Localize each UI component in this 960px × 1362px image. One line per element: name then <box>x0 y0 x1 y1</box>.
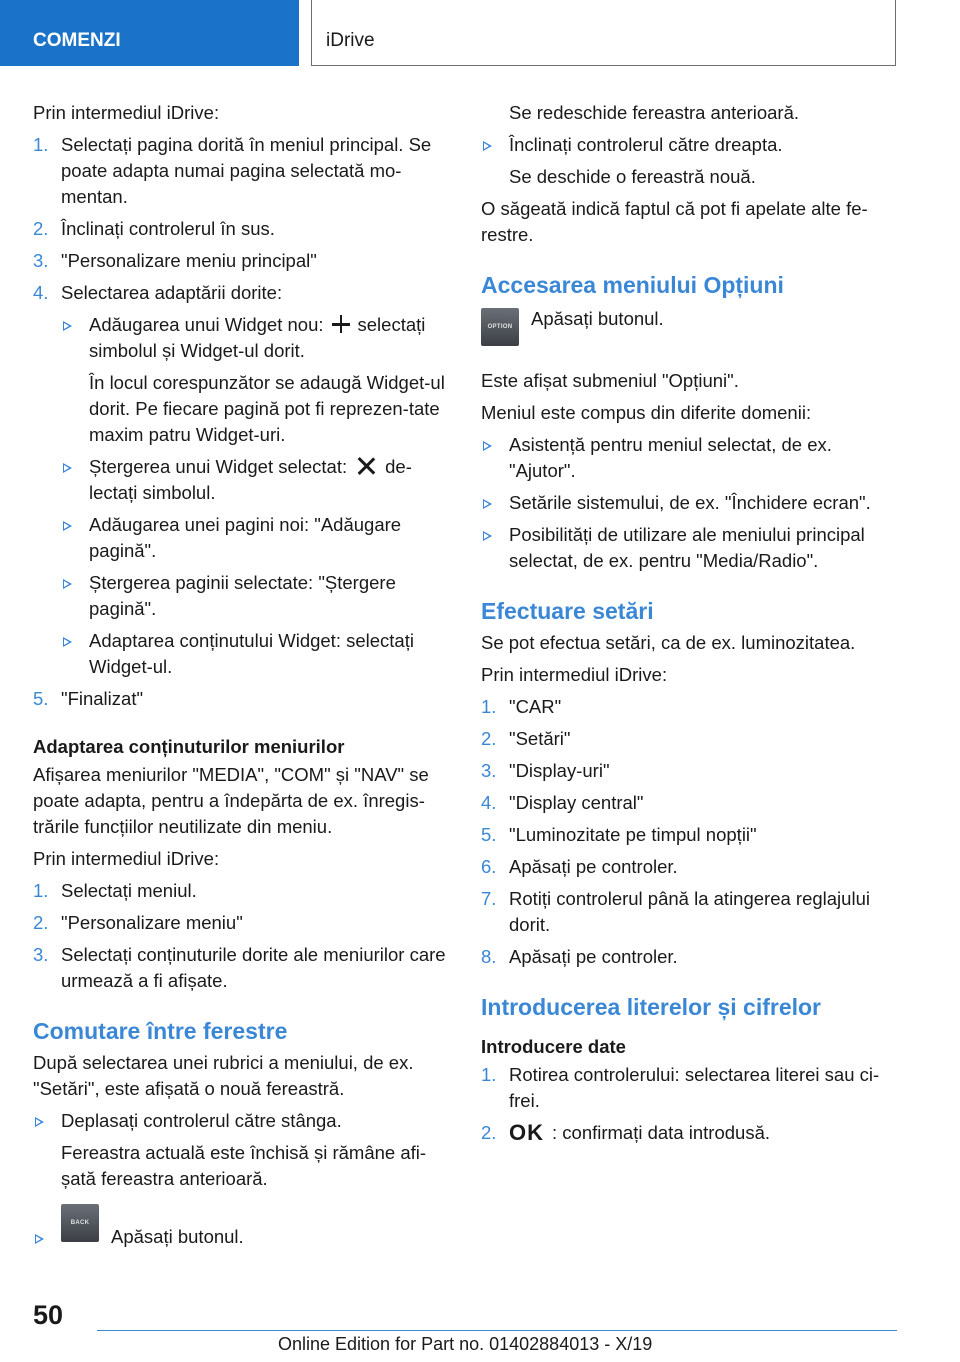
step-number: 1. <box>481 696 497 717</box>
footer-edition: Online Edition for Part no. 01402884013 - X/19 <box>278 1334 653 1354</box>
steps-list <box>481 694 901 970</box>
step-number: 3. <box>33 250 49 271</box>
list-item: 1. Rotirea controlerului: selectarea literei sau ci‐frei. <box>481 1064 880 1111</box>
list-item <box>33 1204 451 1247</box>
paragraph: O săgeată indică faptul că pot fi apelate alte fe‐restre. <box>481 198 868 245</box>
triangle-bullet-icon <box>35 1234 44 1244</box>
subsection-heading: Adaptarea conținuturilor meniurilor <box>33 736 345 757</box>
list-item: 7. Rotiți controlerul până la atingerea reglajului dorit. <box>481 888 870 935</box>
step-number: 3. <box>33 944 49 965</box>
list-item: Asistență pentru meniul selectat, de ex. "Ajutor". <box>481 432 901 484</box>
step-number: 5. <box>481 824 497 845</box>
bullet-continuation: Se deschide o fereastră nouă. <box>509 166 756 187</box>
list-item: Adaptarea conținutului Widget: selectați Widget-ul. <box>61 628 451 680</box>
step-text: "Personalizare meniu principal" <box>61 250 317 271</box>
triangle-bullet-icon <box>63 463 72 473</box>
step-text: Selectarea adaptării dorite: <box>61 282 283 303</box>
steps-list <box>33 878 451 994</box>
step-text: Înclinați controlerul în sus. <box>61 218 275 239</box>
list-item: 1. Selectați meniul. <box>33 878 451 904</box>
page-header <box>0 0 960 66</box>
step-number: 2. <box>481 1122 497 1143</box>
step-number: 1. <box>481 1064 497 1085</box>
step-number: 7. <box>481 888 497 909</box>
paragraph: După selectarea unei rubrici a meniului, de ex. "Setări", este afișată o nouă fereastră. <box>33 1052 414 1099</box>
step-number: 1. <box>33 880 49 901</box>
step-number: 6. <box>481 856 497 877</box>
step-number: 8. <box>481 946 497 967</box>
list-item: 4. "Display central" <box>481 790 901 816</box>
bullet-list <box>33 1108 451 1247</box>
step-number: 4. <box>33 282 49 303</box>
list-item: Setările sistemului, de ex. "Închidere ecran". <box>481 490 901 516</box>
list-item: 8. Apăsați pe controler. <box>481 944 901 970</box>
triangle-bullet-icon <box>63 521 72 531</box>
triangle-bullet-icon <box>483 499 492 509</box>
plus-icon <box>332 315 350 333</box>
list-item: 2. OK : confirmați data introdusă. <box>481 1120 770 1145</box>
step-number: 2. <box>481 728 497 749</box>
step-number: 4. <box>481 792 497 813</box>
option-button-icon: OPTION <box>481 308 519 346</box>
list-item: 1. "CAR" <box>481 694 901 720</box>
list-item <box>33 248 451 274</box>
list-item: 2. "Personalizare meniu" <box>33 910 451 936</box>
triangle-bullet-icon <box>483 531 492 541</box>
list-item: 3. Selectați conținuturile dorite ale meniurilor care urmează a fi afișate. <box>33 944 446 991</box>
triangle-bullet-icon <box>483 441 492 451</box>
intro-text: Prin intermediul iDrive: <box>33 848 220 869</box>
section-tab: COMENZI <box>0 0 299 66</box>
list-item <box>33 216 451 242</box>
instruction-text: Apăsați butonul. <box>531 308 664 329</box>
left-column <box>33 100 451 1250</box>
list-item: 3. "Display-uri" <box>481 758 901 784</box>
right-column <box>481 100 901 1152</box>
triangle-bullet-icon <box>63 321 72 331</box>
intro-text: Prin intermediul iDrive: <box>33 102 220 123</box>
step-text: Selectați pagina dorită în meniul principal. Se poate adapta numai pagina selectată mo‐mentan. <box>61 134 432 207</box>
triangle-bullet-icon <box>35 1117 44 1127</box>
bullet-continuation: În locul corespunzător se adaugă Widget-ul dorit. Pe fiecare pagină pot fi reprezen‐tate maxim patru Widget-uri. <box>89 372 445 445</box>
section-heading: Comutare între ferestre <box>33 1018 288 1044</box>
step-number: 2. <box>33 218 49 239</box>
list-item: Posibilități de utilizare ale meniului principal selectat, de ex. pentru "Media/Radio". <box>481 522 901 574</box>
option-instruction <box>481 308 901 354</box>
list-item: 5. "Luminozitate pe timpul nopții" <box>481 822 901 848</box>
section-heading: Efectuare setări <box>481 598 654 624</box>
sub-bullets <box>61 312 451 680</box>
list-item: 2. "Setări" <box>481 726 901 752</box>
list-item <box>33 280 451 680</box>
list-item <box>33 132 451 210</box>
bullet-continuation: Se redeschide fereastra anterioară. <box>509 102 800 123</box>
paragraph: Este afișat submeniul "Opțiuni". <box>481 370 739 391</box>
close-icon <box>357 457 375 475</box>
triangle-bullet-icon <box>63 637 72 647</box>
paragraph: Meniul este compus din diferite domenii: <box>481 402 812 423</box>
paragraph: Afișarea meniurilor "MEDIA", "COM" și "NAV" se poate adapta, pentru a îndepărta de ex. înregis‐trările funcțiilor neutilizate din meniu. <box>33 764 429 837</box>
back-button-icon: BACK <box>61 1204 99 1242</box>
chapter-tab: iDrive <box>311 0 896 66</box>
intro-text: Prin intermediul iDrive: <box>481 664 668 685</box>
instruction-text: Apăsați butonul. <box>111 1226 244 1247</box>
steps-list <box>481 1062 901 1146</box>
list-item <box>33 686 451 712</box>
step-text: "Finalizat" <box>61 688 144 709</box>
list-item: Adăugarea unui Widget nou: selectați simbolul și Widget-ul dorit. <box>61 312 451 364</box>
list-item: Ștergerea unui Widget selectat: de‐lectați simbolul. <box>61 454 451 506</box>
list-item: Adăugarea unei pagini noi: "Adăugare pagină". <box>61 512 451 564</box>
section-heading: Introducerea literelor și cifrelor <box>481 994 822 1020</box>
step-number: 1. <box>33 134 49 155</box>
list-item: Înclinați controlerul către dreapta. <box>481 132 901 158</box>
step-number: 5. <box>33 688 49 709</box>
list-item: Ștergerea paginii selectate: "Ștergere pagină". <box>61 570 451 622</box>
subsection-heading: Introducere date <box>481 1036 626 1057</box>
bullet-list <box>481 432 901 574</box>
page-number: 50 <box>33 1300 64 1330</box>
footer-divider <box>97 1330 897 1331</box>
section-heading: Accesarea meniului Opțiuni <box>481 272 784 298</box>
list-item: 6. Apăsați pe controler. <box>481 854 901 880</box>
paragraph: Se pot efectua setări, ca de ex. luminozitatea. <box>481 632 856 653</box>
step-number: 2. <box>33 912 49 933</box>
ok-icon: OK <box>509 1120 544 1145</box>
bullet-continuation: Fereastra actuală este închisă și rămâne afi‐șată fereastra anterioară. <box>61 1142 427 1189</box>
step-number: 3. <box>481 760 497 781</box>
triangle-bullet-icon <box>63 579 72 589</box>
triangle-bullet-icon <box>483 141 492 151</box>
list-item: Deplasați controlerul către stânga. <box>33 1108 451 1134</box>
steps-list <box>33 132 451 712</box>
